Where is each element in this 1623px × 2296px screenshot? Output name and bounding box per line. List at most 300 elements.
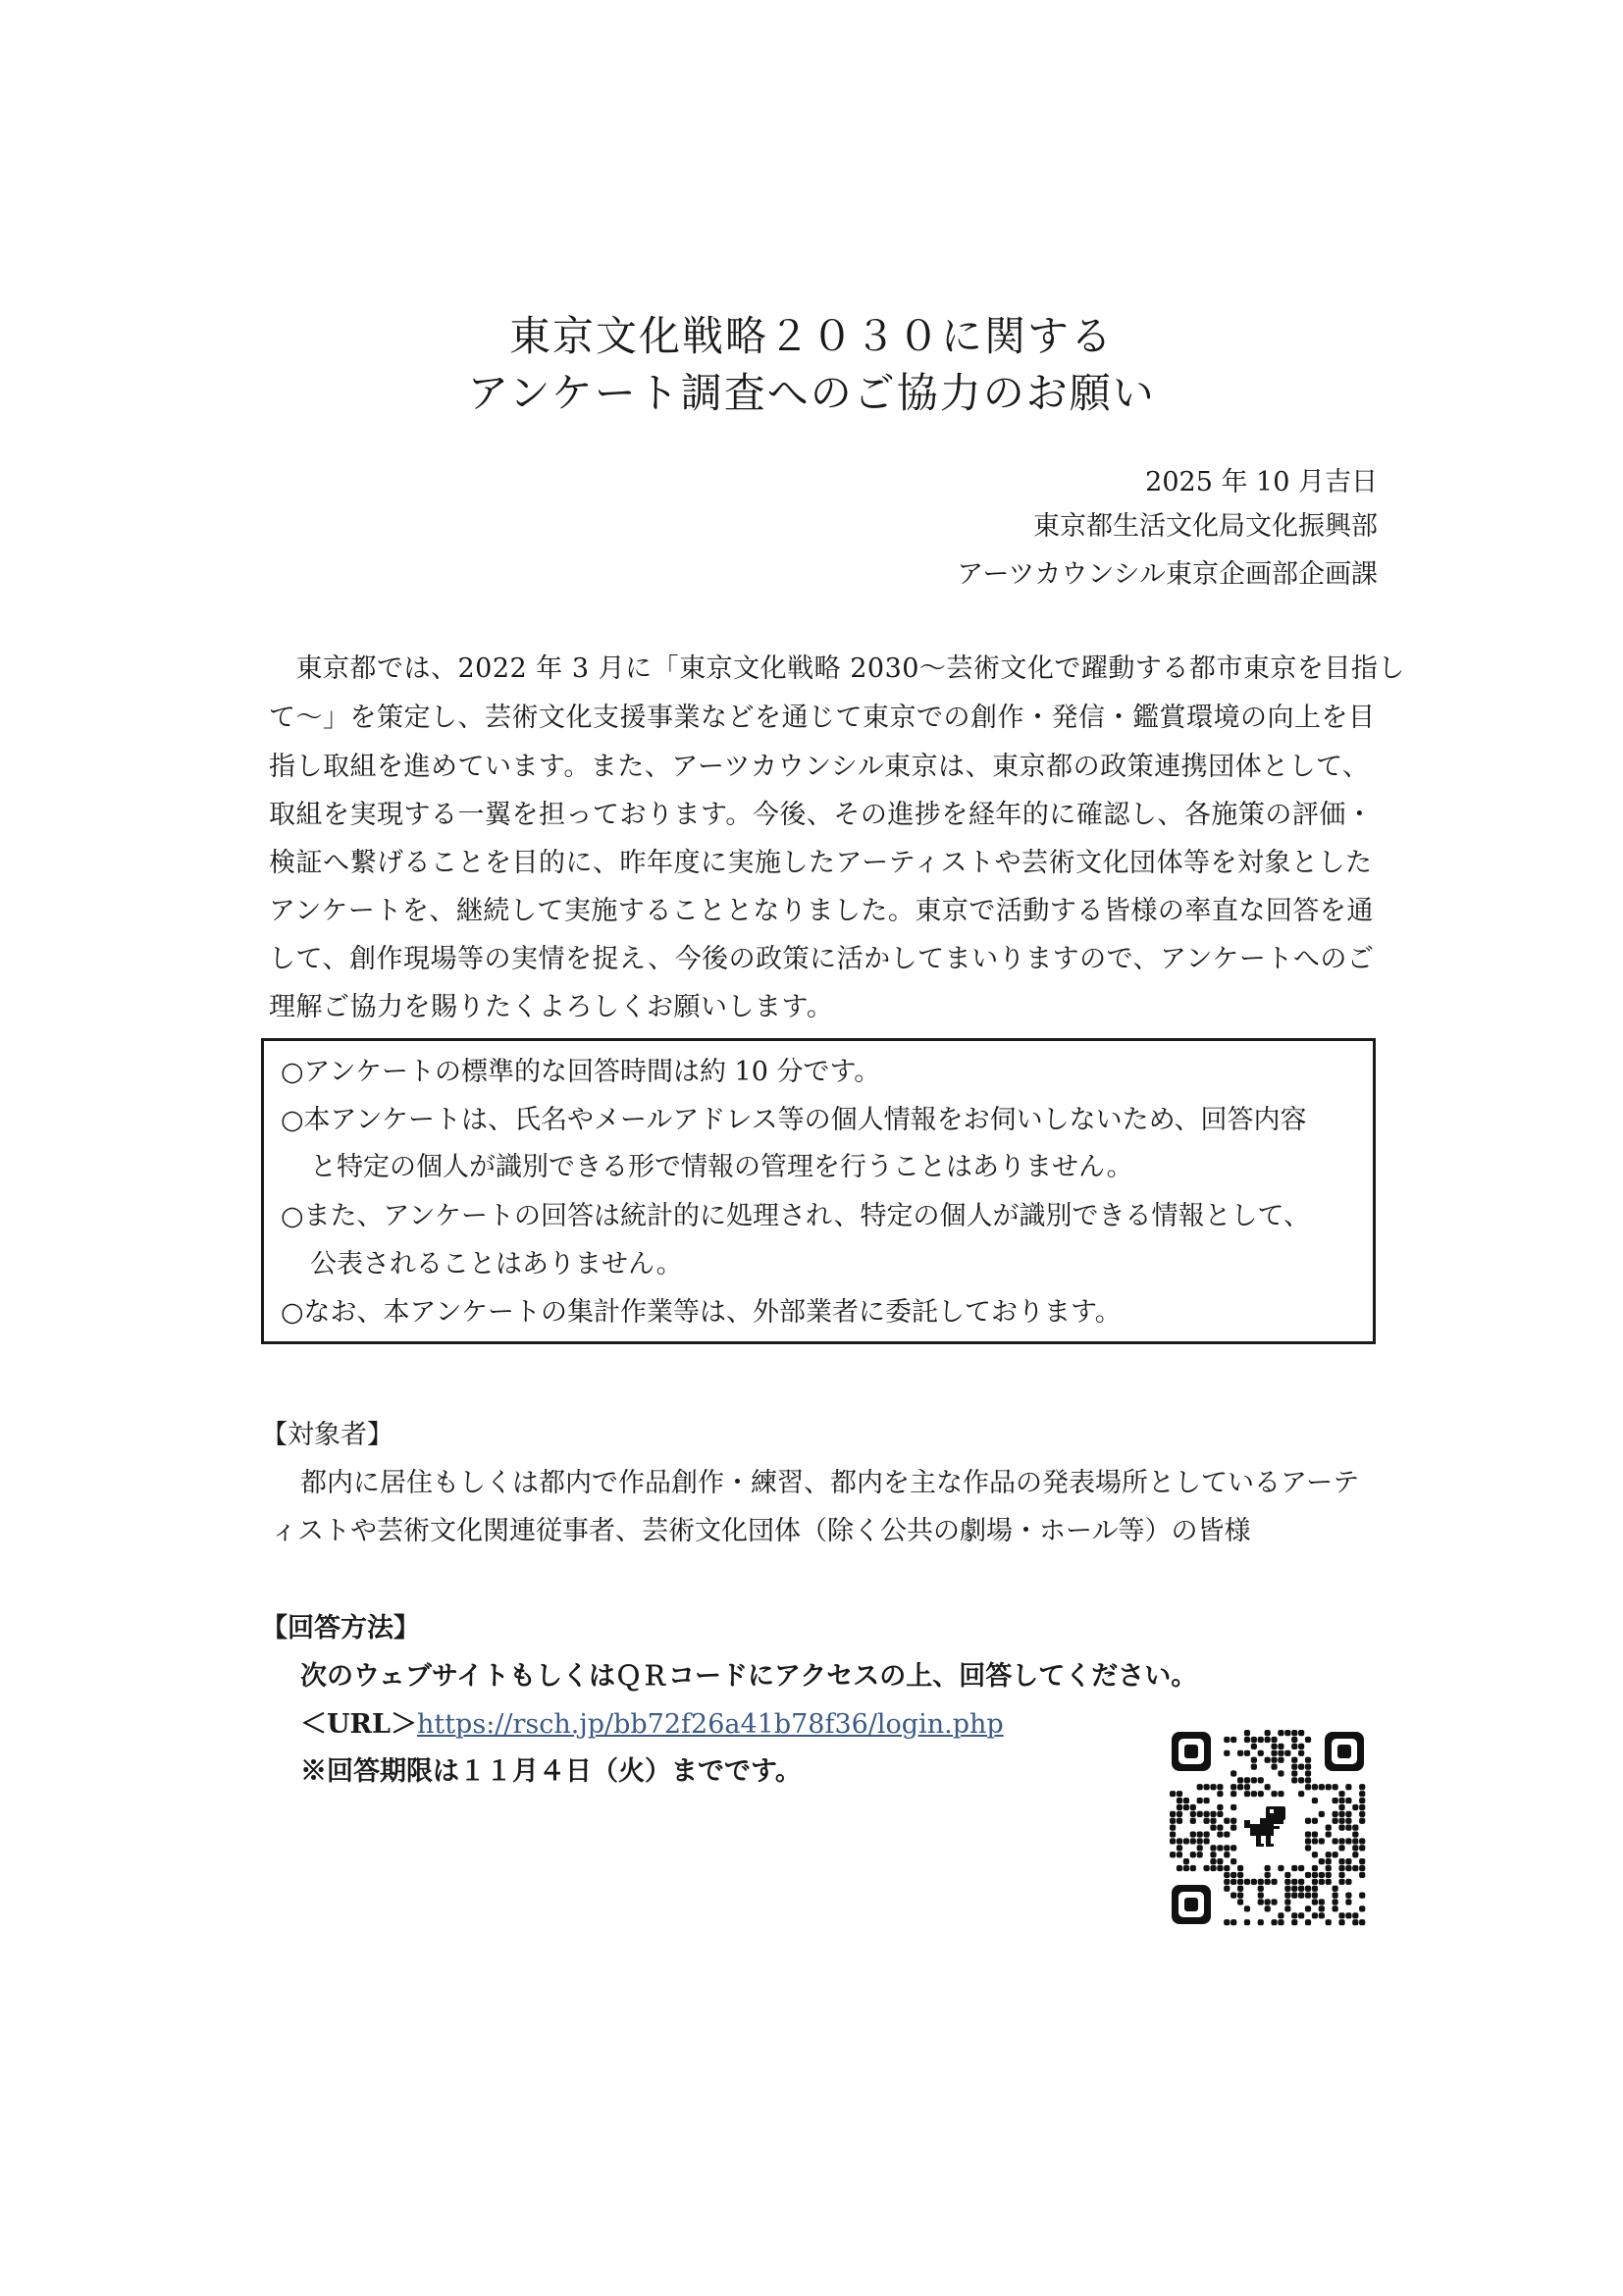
- qr-module: [1345, 1858, 1351, 1864]
- qr-module: [1271, 1919, 1277, 1925]
- qr-module: [1291, 1879, 1297, 1885]
- qr-module: [1319, 1905, 1325, 1911]
- qr-module: [1251, 1737, 1257, 1743]
- qr-module: [1224, 1750, 1230, 1756]
- qr-module: [1230, 1919, 1236, 1925]
- qr-module: [1333, 1886, 1338, 1892]
- notice-line: と特定の個人が識別できる形で情報の管理を行うことはありません。: [310, 1152, 1133, 1182]
- qr-module: [1312, 1893, 1318, 1899]
- qr-module: [1197, 1784, 1203, 1790]
- qr-module: [1244, 1730, 1250, 1736]
- target-line: ィストや芸術文化関連従事者、芸術文化団体（除く公共の劇場・ホール等）の皆様: [271, 1516, 1251, 1546]
- qr-module: [1230, 1804, 1236, 1810]
- qr-module: [1265, 1737, 1271, 1743]
- qr-module: [1333, 1784, 1338, 1790]
- qr-module: [1203, 1831, 1209, 1837]
- url-row: [300, 1705, 1004, 1745]
- qr-module: [1271, 1744, 1277, 1749]
- qr-module: [1312, 1852, 1318, 1857]
- qr-module: [1197, 1852, 1203, 1857]
- qr-module: [1271, 1879, 1277, 1885]
- qr-module: [1338, 1804, 1344, 1810]
- url-label: ＜URL＞: [300, 1709, 417, 1740]
- qr-module: [1338, 1818, 1344, 1824]
- qr-module: [1305, 1838, 1311, 1844]
- qr-module: [1352, 1845, 1358, 1851]
- qr-module: [1177, 1852, 1182, 1857]
- qr-module: [1217, 1858, 1223, 1864]
- qr-module: [1345, 1838, 1351, 1844]
- qr-module: [1298, 1893, 1304, 1899]
- qr-module: [1210, 1784, 1216, 1790]
- qr-module: [1224, 1919, 1230, 1925]
- qr-module: [1203, 1865, 1209, 1871]
- qr-module: [1224, 1845, 1230, 1851]
- qr-module: [1352, 1919, 1358, 1925]
- qr-module: [1237, 1872, 1243, 1878]
- qr-module: [1319, 1838, 1325, 1844]
- qr-module: [1177, 1791, 1182, 1797]
- qr-module: [1333, 1818, 1338, 1824]
- qr-module: [1305, 1770, 1311, 1776]
- qr-module: [1338, 1845, 1344, 1851]
- qr-module: [1217, 1865, 1223, 1871]
- qr-module: [1305, 1905, 1311, 1911]
- qr-module: [1237, 1777, 1243, 1783]
- qr-module: [1305, 1777, 1311, 1783]
- qr-finder-pattern: [1172, 1885, 1211, 1924]
- qr-module: [1230, 1825, 1236, 1831]
- qr-module: [1237, 1893, 1243, 1899]
- qr-module: [1305, 1763, 1311, 1769]
- qr-module: [1244, 1879, 1250, 1885]
- qr-module: [1338, 1919, 1344, 1925]
- qr-module: [1326, 1879, 1332, 1885]
- qr-finder-pattern: [1325, 1732, 1364, 1771]
- qr-module: [1338, 1825, 1344, 1831]
- qr-module: [1258, 1750, 1264, 1756]
- qr-module: [1177, 1838, 1182, 1844]
- issuer-org-2: アーツカウンシル東京企画部企画課: [957, 559, 1378, 590]
- qr-module: [1326, 1831, 1332, 1837]
- qr-module: [1359, 1905, 1365, 1911]
- qr-module: [1224, 1831, 1230, 1837]
- qr-module: [1345, 1825, 1351, 1831]
- qr-module: [1190, 1865, 1196, 1871]
- qr-module: [1359, 1858, 1365, 1864]
- qr-module: [1298, 1730, 1304, 1736]
- qr-module: [1265, 1757, 1271, 1763]
- qr-module: [1265, 1784, 1271, 1790]
- qr-module: [1291, 1770, 1297, 1776]
- notice-line: 公表されることはありません。: [310, 1249, 683, 1279]
- target-heading: 【対象者】: [261, 1420, 393, 1450]
- qr-module: [1338, 1865, 1344, 1871]
- survey-url-link[interactable]: https://rsch.jp/bb72f26a41b78f36/login.php: [416, 1709, 1004, 1740]
- qr-module: [1352, 1804, 1358, 1810]
- qr-module: [1312, 1784, 1318, 1790]
- qr-module: [1359, 1811, 1365, 1817]
- qr-module: [1230, 1770, 1236, 1776]
- target-line: 都内に居住もしくは都内で作品創作・練習、都内を主な作品の発表場所としているアーテ: [300, 1468, 1360, 1498]
- qr-module: [1305, 1784, 1311, 1790]
- qr-module: [1278, 1757, 1283, 1763]
- qr-module: [1338, 1811, 1344, 1817]
- qr-module: [1291, 1893, 1297, 1899]
- qr-module: [1183, 1798, 1189, 1803]
- qr-module: [1312, 1798, 1318, 1803]
- qr-module: [1319, 1784, 1325, 1790]
- qr-module: [1345, 1899, 1351, 1905]
- qr-module: [1271, 1737, 1277, 1743]
- qr-module: [1291, 1919, 1297, 1925]
- dinosaur-icon: [1240, 1802, 1291, 1852]
- qr-module: [1305, 1845, 1311, 1851]
- qr-module: [1278, 1865, 1283, 1871]
- qr-module: [1333, 1798, 1338, 1803]
- qr-module: [1203, 1838, 1209, 1844]
- qr-module: [1291, 1744, 1297, 1749]
- qr-module: [1278, 1912, 1283, 1918]
- qr-module: [1224, 1879, 1230, 1885]
- qr-module: [1197, 1838, 1203, 1844]
- qr-module: [1170, 1831, 1176, 1837]
- qr-module: [1326, 1784, 1332, 1790]
- qr-module: [1345, 1865, 1351, 1871]
- qr-module: [1183, 1865, 1189, 1871]
- qr-module: [1333, 1905, 1338, 1911]
- intro-line: 取組を実現する一翼を担っております。今後、その進捗を経年的に確認し、各施策の評価・: [269, 800, 1374, 830]
- qr-module: [1291, 1886, 1297, 1892]
- qr-module: [1359, 1804, 1365, 1810]
- qr-module: [1210, 1811, 1216, 1817]
- qr-module: [1177, 1865, 1182, 1871]
- qr-module: [1312, 1838, 1318, 1844]
- qr-module: [1183, 1838, 1189, 1844]
- qr-module: [1190, 1838, 1196, 1844]
- qr-module: [1230, 1845, 1236, 1851]
- qr-module: [1326, 1852, 1332, 1857]
- qr-module: [1319, 1858, 1325, 1864]
- qr-module: [1217, 1804, 1223, 1810]
- issuer-org-1: 東京都生活文化局文化振興部: [1033, 511, 1378, 542]
- qr-module: [1210, 1818, 1216, 1824]
- qr-module: [1305, 1831, 1311, 1837]
- notice-line: ○また、アンケートの回答は統計的に処理され、特定の個人が識別できる情報として、: [281, 1201, 1311, 1231]
- issue-date: 2025 年 10 月吉日: [1145, 467, 1378, 497]
- qr-module: [1265, 1872, 1271, 1878]
- page-title-line-1: 東京文化戦略２０３０に関する: [508, 312, 1114, 360]
- qr-module: [1203, 1784, 1209, 1790]
- qr-module: [1224, 1872, 1230, 1878]
- qr-module: [1251, 1744, 1257, 1749]
- qr-module: [1190, 1811, 1196, 1817]
- qr-module: [1312, 1865, 1318, 1871]
- qr-module: [1258, 1886, 1264, 1892]
- qr-module: [1258, 1893, 1264, 1899]
- qr-module: [1170, 1852, 1176, 1857]
- qr-module: [1230, 1858, 1236, 1864]
- qr-module: [1278, 1730, 1283, 1736]
- qr-module: [1312, 1912, 1318, 1918]
- qr-module: [1278, 1919, 1283, 1925]
- qr-module: [1251, 1757, 1257, 1763]
- qr-module: [1338, 1838, 1344, 1844]
- qr-module: [1359, 1818, 1365, 1824]
- qr-module: [1338, 1872, 1344, 1878]
- qr-module: [1278, 1744, 1283, 1749]
- qr-module: [1224, 1886, 1230, 1892]
- qr-module: [1298, 1763, 1304, 1769]
- qr-module: [1298, 1865, 1304, 1871]
- qr-module: [1312, 1818, 1318, 1824]
- qr-module: [1284, 1730, 1290, 1736]
- qr-module: [1258, 1899, 1264, 1905]
- qr-module: [1217, 1831, 1223, 1837]
- qr-module: [1345, 1811, 1351, 1817]
- qr-module: [1217, 1791, 1223, 1797]
- qr-module: [1305, 1886, 1311, 1892]
- intro-line: て～」を策定し、芸術文化支援事業などを通じて東京での創作・発信・鑑賞環境の向上を目: [269, 703, 1376, 733]
- qr-module: [1210, 1865, 1216, 1871]
- qr-module: [1224, 1865, 1230, 1871]
- qr-module: [1170, 1825, 1176, 1831]
- intro-line: 検証へ繋げることを目的に、昨年度に実施したアーティストや芸術文化団体等を対象とした: [269, 848, 1373, 878]
- qr-module: [1265, 1899, 1271, 1905]
- qr-module: [1338, 1879, 1344, 1885]
- qr-module: [1284, 1899, 1290, 1905]
- qr-module: [1345, 1912, 1351, 1918]
- qr-module: [1345, 1893, 1351, 1899]
- qr-module: [1197, 1798, 1203, 1803]
- qr-module: [1284, 1872, 1290, 1878]
- qr-module: [1170, 1811, 1176, 1817]
- qr-module: [1291, 1730, 1297, 1736]
- qr-module: [1217, 1811, 1223, 1817]
- intro-line: 理解ご協力を賜りたくよろしくお願いします。: [269, 992, 834, 1022]
- intro-line: 東京都では、2022 年 3 月に「東京文化戦略 2030～芸術文化で躍動する都市東京を目指し: [269, 653, 1405, 684]
- qr-module: [1338, 1912, 1344, 1918]
- qr-module: [1338, 1791, 1344, 1797]
- qr-module: [1298, 1750, 1304, 1756]
- qr-module: [1271, 1757, 1277, 1763]
- qr-module: [1338, 1798, 1344, 1803]
- deadline-note: ※回答期限は１１月４日（火）までです。: [300, 1756, 802, 1787]
- qr-module: [1244, 1737, 1250, 1743]
- qr-module: [1258, 1879, 1264, 1885]
- qr-module: [1359, 1919, 1365, 1925]
- qr-module: [1352, 1838, 1358, 1844]
- qr-module: [1251, 1791, 1257, 1797]
- qr-module: [1271, 1791, 1277, 1797]
- intro-line: アンケートを、継続して実施することとなりました。東京で活動する皆様の率直な回答を通: [269, 896, 1374, 926]
- qr-module: [1177, 1804, 1182, 1810]
- qr-module: [1359, 1865, 1365, 1871]
- qr-module: [1333, 1838, 1338, 1844]
- qr-module: [1271, 1763, 1277, 1769]
- qr-module: [1230, 1791, 1236, 1797]
- qr-module: [1278, 1750, 1283, 1756]
- qr-module: [1291, 1737, 1297, 1743]
- qr-module: [1359, 1872, 1365, 1878]
- qr-module: [1352, 1865, 1358, 1871]
- qr-module: [1298, 1886, 1304, 1892]
- qr-module: [1312, 1831, 1318, 1837]
- qr-module: [1197, 1845, 1203, 1851]
- qr-module: [1305, 1872, 1311, 1878]
- qr-module: [1183, 1804, 1189, 1810]
- qr-module: [1258, 1791, 1264, 1797]
- qr-module: [1224, 1852, 1230, 1857]
- qr-module: [1345, 1879, 1351, 1885]
- qr-module: [1230, 1872, 1236, 1878]
- qr-module: [1210, 1852, 1216, 1857]
- qr-module: [1203, 1798, 1209, 1803]
- qr-module: [1326, 1865, 1332, 1871]
- qr-module: [1291, 1865, 1297, 1871]
- qr-module: [1197, 1831, 1203, 1837]
- qr-module: [1170, 1838, 1176, 1844]
- qr-module: [1319, 1912, 1325, 1918]
- qr-module: [1197, 1811, 1203, 1817]
- qr-module: [1284, 1893, 1290, 1899]
- qr-module: [1291, 1763, 1297, 1769]
- qr-module: [1224, 1818, 1230, 1824]
- qr-module: [1177, 1811, 1182, 1817]
- qr-module: [1224, 1737, 1230, 1743]
- qr-module: [1170, 1818, 1176, 1824]
- qr-module: [1244, 1777, 1250, 1783]
- qr-module: [1359, 1791, 1365, 1797]
- qr-module: [1230, 1893, 1236, 1899]
- qr-module: [1265, 1730, 1271, 1736]
- qr-module: [1265, 1905, 1271, 1911]
- qr-module: [1333, 1893, 1338, 1899]
- qr-module: [1203, 1818, 1209, 1824]
- qr-module: [1284, 1750, 1290, 1756]
- qr-module: [1319, 1899, 1325, 1905]
- qr-module: [1190, 1804, 1196, 1810]
- qr-module: [1305, 1737, 1311, 1743]
- intro-line: して、創作現場等の実情を捉え、今後の政策に活かしてまいりますので、アンケートへのご: [269, 944, 1375, 974]
- qr-module: [1265, 1879, 1271, 1885]
- qr-module: [1271, 1899, 1277, 1905]
- qr-module: [1237, 1899, 1243, 1905]
- qr-module: [1326, 1858, 1332, 1864]
- qr-module: [1230, 1784, 1236, 1790]
- qr-module: [1177, 1798, 1182, 1803]
- qr-module: [1237, 1886, 1243, 1892]
- qr-module: [1326, 1919, 1332, 1925]
- intro-line: 指し取組を進めています。また、アーツカウンシル東京は、東京都の政策連携団体として、: [269, 752, 1370, 782]
- qr-module: [1298, 1912, 1304, 1918]
- qr-module: [1217, 1825, 1223, 1831]
- page-title-line-2: アンケート調査へのご協力のお願い: [467, 369, 1156, 417]
- qr-code-icon[interactable]: [1170, 1730, 1366, 1926]
- qr-module: [1177, 1845, 1182, 1851]
- qr-module: [1177, 1818, 1182, 1824]
- qr-module: [1258, 1737, 1264, 1743]
- qr-module: [1251, 1879, 1257, 1885]
- qr-finder-pattern: [1172, 1732, 1211, 1771]
- qr-module: [1338, 1858, 1344, 1864]
- qr-module: [1237, 1879, 1243, 1885]
- qr-module: [1298, 1777, 1304, 1783]
- notice-line: ○アンケートの標準的な回答時間は約 10 分です。: [281, 1057, 881, 1087]
- qr-module: [1278, 1791, 1283, 1797]
- qr-module: [1210, 1825, 1216, 1831]
- qr-module: [1312, 1879, 1318, 1885]
- qr-module: [1183, 1858, 1189, 1864]
- qr-module: [1305, 1818, 1311, 1824]
- qr-module: [1265, 1865, 1271, 1871]
- qr-module: [1244, 1905, 1250, 1911]
- qr-module: [1291, 1912, 1297, 1918]
- qr-module: [1284, 1886, 1290, 1892]
- qr-module: [1298, 1879, 1304, 1885]
- qr-module: [1170, 1791, 1176, 1797]
- qr-module: [1237, 1865, 1243, 1871]
- qr-module: [1244, 1919, 1250, 1925]
- qr-module: [1203, 1811, 1209, 1817]
- qr-module: [1359, 1845, 1365, 1851]
- qr-module: [1352, 1831, 1358, 1837]
- qr-module: [1305, 1893, 1311, 1899]
- qr-module: [1305, 1757, 1311, 1763]
- qr-module: [1333, 1811, 1338, 1817]
- qr-module: [1244, 1750, 1250, 1756]
- qr-module: [1210, 1845, 1216, 1851]
- qr-module: [1190, 1831, 1196, 1837]
- qr-module: [1326, 1872, 1332, 1878]
- qr-module: [1258, 1777, 1264, 1783]
- qr-module: [1319, 1811, 1325, 1817]
- qr-module: [1237, 1750, 1243, 1756]
- qr-module: [1359, 1784, 1365, 1790]
- qr-module: [1333, 1852, 1338, 1857]
- qr-module: [1190, 1852, 1196, 1857]
- qr-module: [1230, 1818, 1236, 1824]
- qr-module: [1291, 1757, 1297, 1763]
- qr-module: [1251, 1763, 1257, 1769]
- qr-module: [1359, 1893, 1365, 1899]
- qr-module: [1352, 1825, 1358, 1831]
- qr-module: [1210, 1858, 1216, 1864]
- notice-line: ○本アンケートは、氏名やメールアドレス等の個人情報をお伺いしないため、回答内容: [281, 1105, 1307, 1135]
- qr-module: [1217, 1845, 1223, 1851]
- method-heading: 【回答方法】: [261, 1613, 420, 1644]
- qr-module: [1230, 1879, 1236, 1885]
- qr-module: [1271, 1750, 1277, 1756]
- qr-module: [1352, 1852, 1358, 1857]
- notice-line: ○なお、本アンケートの集計作業等は、外部業者に委託しております。: [281, 1297, 1122, 1328]
- method-instruction: 次のウェブサイトもしくはＱＲコードにアクセスの上、回答してください。: [300, 1661, 1198, 1692]
- qr-module: [1278, 1770, 1283, 1776]
- qr-module: [1284, 1905, 1290, 1911]
- qr-module: [1326, 1825, 1332, 1831]
- qr-module: [1217, 1784, 1223, 1790]
- qr-module: [1319, 1872, 1325, 1878]
- qr-module: [1312, 1886, 1318, 1892]
- qr-module: [1305, 1919, 1311, 1925]
- qr-module: [1230, 1737, 1236, 1743]
- qr-module: [1284, 1879, 1290, 1885]
- qr-module: [1333, 1899, 1338, 1905]
- qr-module: [1352, 1912, 1358, 1918]
- qr-module: [1244, 1791, 1250, 1797]
- qr-module: [1359, 1798, 1365, 1803]
- qr-module: [1312, 1899, 1318, 1905]
